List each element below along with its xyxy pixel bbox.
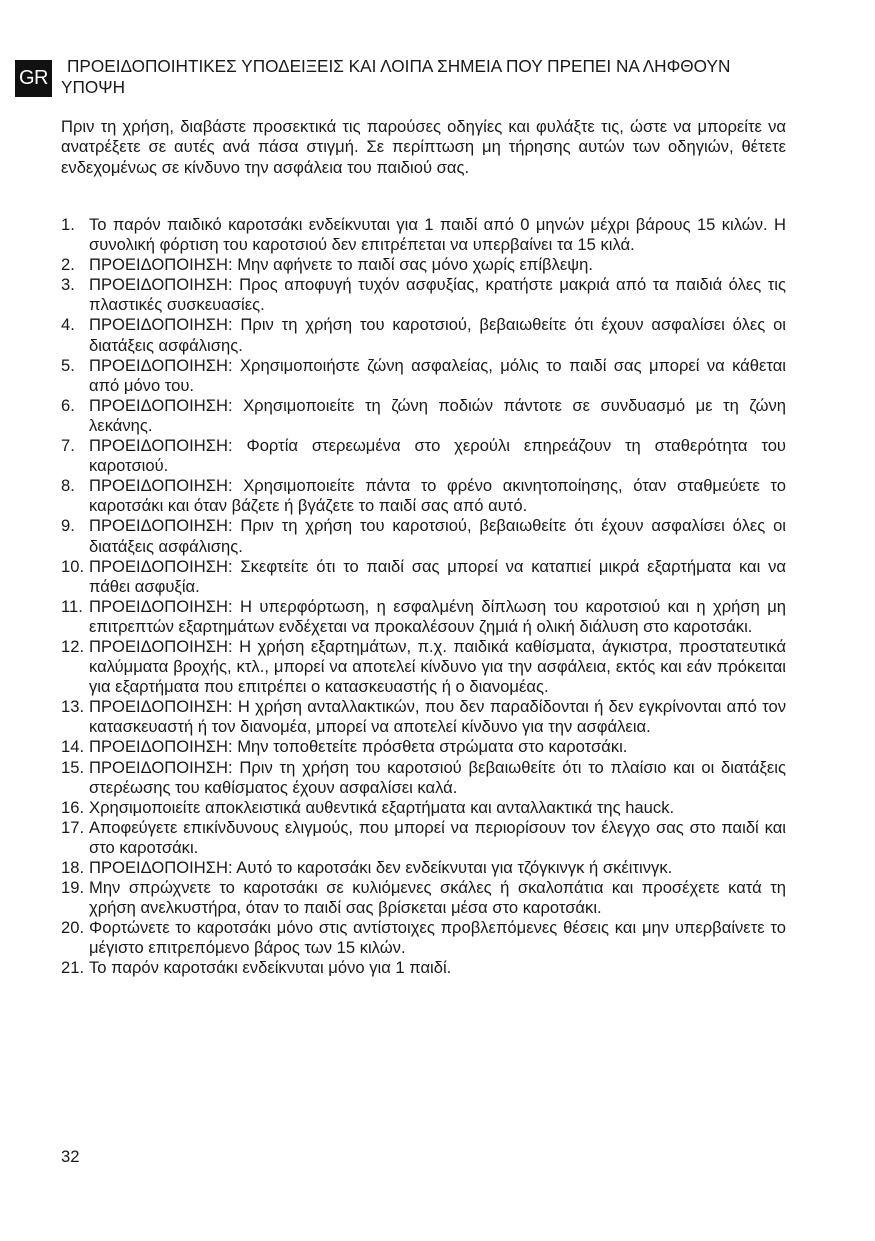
list-item: [61, 758, 786, 798]
list-item: [61, 637, 786, 697]
item-text: ΠΡΟΕΙΔΟΠΟΙΗΣΗ: Πριν τη χρήση του καροτσιού, βεβαιωθείτε ότι έχουν ασφαλίσει όλες οι διατάξεις ασφάλισης.: [89, 315, 786, 355]
item-number: 3.: [61, 275, 75, 295]
list-item: [61, 356, 786, 396]
list-item: [61, 476, 786, 516]
item-number: 7.: [61, 436, 75, 456]
item-text: Το παρόν καροτσάκι ενδείκνυται μόνο για 1 παιδί.: [89, 958, 452, 978]
item-text: ΠΡΟΕΙΔΟΠΟΙΗΣΗ: Η χρήση ανταλλακτικών, που δεν παραδίδονται ή δεν εγκρίνονται από τον κατασκευαστή ή τον διανομέα, μπορεί να αποτελεί κίνδυνο για την ασφάλεια.: [89, 697, 786, 737]
item-text: ΠΡΟΕΙΔΟΠΟΙΗΣΗ: Χρησιμοποιήστε ζώνη ασφαλείας, μόλις το παιδί σας μπορεί να κάθεται από μόνο του.: [89, 355, 786, 395]
item-text: ΠΡΟΕΙΔΟΠΟΙΗΣΗ: Μην αφήνετε το παιδί σας μόνο χωρίς επίβλεψη.: [89, 255, 593, 275]
item-text: ΠΡΟΕΙΔΟΠΟΙΗΣΗ: Μην τοποθετείτε πρόσθετα στρώματα στο καροτσάκι.: [89, 737, 628, 757]
item-text: ΠΡΟΕΙΔΟΠΟΙΗΣΗ: Η υπερφόρτωση, η εσφαλμένη δίπλωση του καροτσιού και η χρήση μη επιτρεπτών εξαρτημάτων ενδέχεται να προκαλέσουν ζημιά ή ολική διάλυση στο καροτσάκι.: [89, 596, 786, 636]
item-number: 11.: [61, 596, 83, 616]
item-text: Το παρόν παιδικό καροτσάκι ενδείκνυται για 1 παιδί από 0 μηνών μέχρι βάρους 15 κιλών. Η συνολική φόρτιση του καροτσιού δεν επιτρέπεται να υπερβαίνει τα 15 κιλά.: [89, 215, 786, 255]
list-item: [61, 597, 786, 637]
item-number: 10.: [61, 556, 85, 576]
item-text: Αποφεύγετε επικίνδυνους ελιγμούς, που μπορεί να περιορίσουν τον έλεγχο σας στο παιδί και στο καροτσάκι.: [89, 817, 786, 857]
item-text: Μην σπρώχνετε το καροτσάκι σε κυλιόμενες σκάλες ή σκαλοπάτια και προσέχετε κατά τη χρήση ανελκυστήρα, όταν το παιδί σας βρίσκεται μέσα στο καροτσάκι.: [89, 878, 786, 918]
item-number: 16.: [61, 797, 85, 817]
list-item: [61, 436, 786, 476]
list-item: [61, 918, 786, 958]
item-number: 14.: [61, 737, 85, 757]
item-text: ΠΡΟΕΙΔΟΠΟΙΗΣΗ: Πριν τη χρήση του καροτσιού, βεβαιωθείτε ότι έχουν ασφαλίσει όλες οι διατάξεις ασφάλισης.: [89, 516, 786, 556]
item-number: 5.: [61, 355, 75, 375]
list-item: [61, 215, 786, 255]
item-text: ΠΡΟΕΙΔΟΠΟΙΗΣΗ: Σκεφτείτε ότι το παιδί σας μπορεί να καταπιεί μικρά εξαρτήματα και να πάθει ασφυξία.: [89, 556, 786, 596]
item-text: ΠΡΟΕΙΔΟΠΟΙΗΣΗ: Αυτό το καροτσάκι δεν ενδείκνυται για τζόγκινγκ ή σκέιτινγκ.: [89, 858, 673, 877]
list-item: [61, 737, 786, 757]
list-item: [61, 958, 786, 978]
list-item: [61, 798, 786, 818]
item-number: 12.: [61, 636, 85, 656]
list-item: [61, 315, 786, 355]
item-text: ΠΡΟΕΙΔΟΠΟΙΗΣΗ: Πριν τη χρήση του καροτσιού βεβαιωθείτε ότι το πλαίσιο και οι διατάξεις στερέωσης του καθίσματος έχουν ασφαλίσει καλά.: [89, 757, 786, 797]
intro-paragraph: Πριν τη χρήση, διαβάστε προσεκτικά τις παρούσες οδηγίες και φυλάξτε τις, ώστε να μπορείτε να ανατρέξετε σε αυτές ανά πάσα στιγμή. Σε περίπτωση μη τήρησης αυτών των οδηγιών, θέτετε ενδεχομένως σε κίνδυνο την ασφάλεια του παιδιού σας.: [61, 117, 786, 177]
item-number: 1.: [61, 215, 75, 234]
list-item: [61, 516, 786, 556]
item-text: ΠΡΟΕΙΔΟΠΟΙΗΣΗ: Χρησιμοποιείτε τη ζώνη ποδιών πάντοτε σε συνδυασμό με τη ζώνη λεκάνης.: [89, 395, 786, 435]
item-text: Χρησιμοποιείτε αποκλειστικά αυθεντικά εξαρτήματα και ανταλλακτικά της hauck.: [89, 797, 675, 817]
warnings-list: [61, 215, 786, 979]
item-number: 21.: [61, 958, 85, 978]
item-number: 17.: [61, 817, 85, 837]
item-text: ΠΡΟΕΙΔΟΠΟΙΗΣΗ: Η χρήση εξαρτημάτων, π.χ. παιδικά καθίσματα, άγκιστρα, προστατευτικά καλύμματα βροχής, κτλ., μπορεί να αποτελεί κίνδυνο για την ασφάλεια, εκτός και εάν πρόκειται για εξαρτήματα που επιτρέπει ο κατασκευαστής ή ο διανομέας.: [89, 636, 786, 697]
item-number: 6.: [61, 395, 75, 415]
page-number: 32: [61, 1147, 80, 1166]
item-text: ΠΡΟΕΙΔΟΠΟΙΗΣΗ: Χρησιμοποιείτε πάντα το φρένο ακινητοποίησης, όταν σταθμεύετε το καροτσάκι και όταν βάζετε ή βγάζετε το παιδί σας από αυτό.: [89, 476, 786, 516]
list-item: [61, 255, 786, 275]
item-number: 4.: [61, 315, 75, 335]
language-badge: GR: [15, 60, 52, 97]
list-item: [61, 557, 786, 597]
list-item: [61, 275, 786, 315]
page-title: ΠΡΟΕΙΔΟΠΟΙΗΤΙΚΕΣ ΥΠΟΔΕΙΞΕΙΣ ΚΑΙ ΛΟΙΠΑ ΣΗΜΕΙΑ ΠΟΥ ΠΡΕΠΕΙ ΝΑ ΛΗΦΘΟΥΝ ΥΠΟΨΗ: [61, 56, 731, 97]
list-item: [61, 396, 786, 436]
item-number: 8.: [61, 476, 75, 496]
item-number: 19.: [61, 878, 85, 898]
list-item: [61, 878, 786, 918]
item-number: 13.: [61, 697, 85, 717]
item-text: ΠΡΟΕΙΔΟΠΟΙΗΣΗ: Προς αποφυγή τυχόν ασφυξίας, κρατήστε μακριά από τα παιδιά όλες τις πλαστικές συσκευασίες.: [89, 275, 786, 315]
item-number: 18.: [61, 858, 85, 877]
item-text: Φορτώνετε το καροτσάκι μόνο στις αντίστοιχες προβλεπόμενες θέσεις και μην υπερβαίνετε το μέγιστο επιτρεπόμενο βάρος των 15 κιλών.: [89, 918, 786, 958]
item-number: 9.: [61, 516, 75, 536]
item-number: 15.: [61, 757, 85, 777]
item-number: 2.: [61, 255, 75, 275]
item-text: ΠΡΟΕΙΔΟΠΟΙΗΣΗ: Φορτία στερεωμένα στο χερούλι επηρεάζουν τη σταθερότητα του καροτσιού.: [89, 436, 786, 476]
list-item: [61, 858, 786, 878]
list-item: [61, 818, 786, 858]
item-number: 20.: [61, 918, 85, 938]
list-item: [61, 697, 786, 737]
